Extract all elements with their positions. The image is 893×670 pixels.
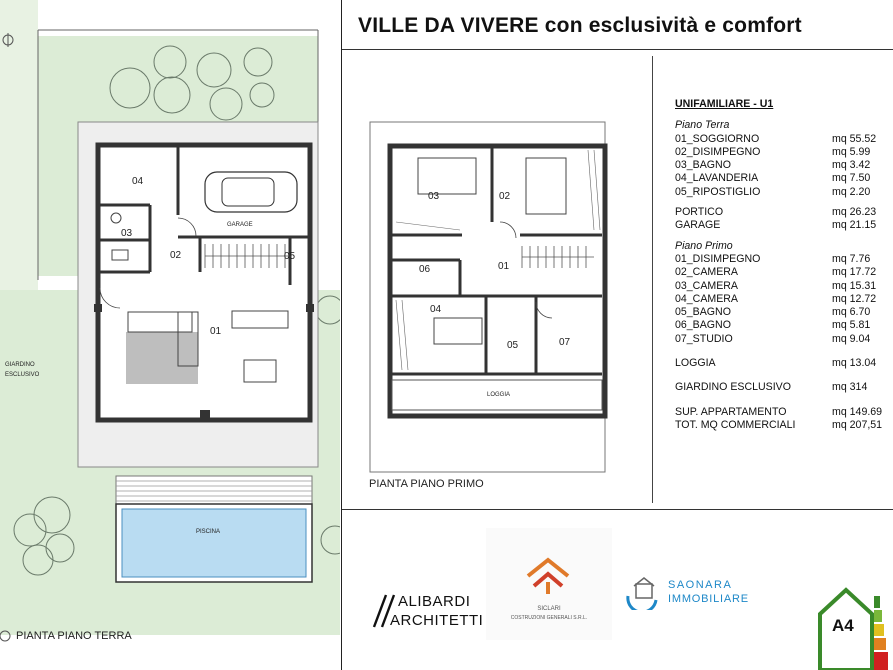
legend-row-first-3 xyxy=(675,293,890,306)
legend-row-first-label: 06_BAGNO xyxy=(675,319,731,332)
siclari-logo xyxy=(486,528,612,640)
area-legend xyxy=(675,98,890,432)
legend-row-extra-0 xyxy=(675,206,890,219)
first-room-03: 03 xyxy=(428,191,440,202)
legend-row-first-label: 03_CAMERA xyxy=(675,279,738,292)
legend-row-ground-label: 01_SOGGIORNO xyxy=(675,132,760,145)
first-floor-plan xyxy=(350,110,650,480)
ground-pool-label: PISCINA xyxy=(196,529,221,535)
legend-row-ground-2 xyxy=(675,159,890,172)
siclari-sub: COSTRUZIONI GENERALI S.R.L. xyxy=(510,615,588,621)
legend-row-extra-label: GARAGE xyxy=(675,219,721,232)
ground-room-01: 01 xyxy=(210,326,222,337)
legend-row-loggia: LOGGIA mq 13.04 xyxy=(675,357,877,370)
legend-ground-title: Piano Terra xyxy=(675,119,730,132)
energy-class-label: A4 xyxy=(832,616,854,635)
legend-row-first-label: 04_CAMERA xyxy=(675,292,738,305)
first-room-05: 05 xyxy=(507,340,519,351)
legend-row-ground-label: 05_RIPOSTIGLIO xyxy=(675,185,761,198)
first-floor-caption: PIANTA PIANO PRIMO xyxy=(369,478,484,490)
legend-row-first-0 xyxy=(675,253,890,266)
legend-row-sup: SUP. APPARTAMENTO mq 149.69 xyxy=(675,405,883,418)
garden-label-1: GIARDINO xyxy=(5,362,35,368)
saonara-house-icon xyxy=(626,576,660,610)
legend-row-ground-4 xyxy=(675,186,890,199)
first-room-01: 01 xyxy=(498,261,510,272)
siclari-house-icon xyxy=(524,556,572,596)
legend-divider xyxy=(652,56,653,503)
legend-row-ground-label: 03_BAGNO xyxy=(675,159,731,172)
legend-row-first-label: 02_CAMERA xyxy=(675,266,738,279)
ground-room-03: 03 xyxy=(121,228,133,239)
legend-row-ground-1 xyxy=(675,146,890,159)
legend-row-first-1 xyxy=(675,266,890,279)
legend-row-extra-1 xyxy=(675,219,890,232)
saonara-logo xyxy=(626,576,766,612)
logos-divider xyxy=(342,509,893,510)
first-room-02: 02 xyxy=(499,191,511,202)
legend-heading: UNIFAMILIARE - U1 xyxy=(675,98,774,110)
legend-row-ground-value: mq 7.50 xyxy=(832,172,871,185)
title-divider xyxy=(342,49,893,50)
legend-row-first-value: mq 15.31 xyxy=(832,279,877,292)
legend-row-first-2 xyxy=(675,280,890,293)
ground-floor-caption: PIANTA PIANO TERRA xyxy=(16,630,132,642)
first-room-07: 07 xyxy=(559,337,571,348)
ground-room-05: 05 xyxy=(284,251,296,262)
legend-row-extra-value: mq 21.15 xyxy=(832,219,877,232)
legend-row-ground-label: 04_LAVANDERIA xyxy=(675,172,759,185)
siclari-name: SICLARI xyxy=(537,606,561,612)
legend-row-extra-label: PORTICO xyxy=(675,206,724,219)
page-title: VILLE DA VIVERE con esclusività e comfort xyxy=(358,14,802,37)
legend-row-first-value: mq 17.72 xyxy=(832,266,877,279)
first-room-04: 04 xyxy=(430,304,442,315)
legend-row-ground-3 xyxy=(675,172,890,185)
legend-row-first-label: 01_DISIMPEGNO xyxy=(675,252,761,265)
first-room-06: 06 xyxy=(419,264,431,275)
ground-garage-label: GARAGE xyxy=(227,222,253,228)
legend-row-tot: TOT. MQ COMMERCIALI mq 207,51 xyxy=(675,418,883,431)
legend-row-ground-value: mq 3.42 xyxy=(832,159,871,172)
ground-floor-plan xyxy=(0,0,340,670)
vertical-divider xyxy=(341,0,342,670)
saonara-name: SAONARA xyxy=(668,579,733,591)
legend-row-first-4 xyxy=(675,306,890,319)
energy-house-icon xyxy=(818,586,893,670)
legend-row-first-value: mq 7.76 xyxy=(832,252,871,265)
legend-row-first-value: mq 6.70 xyxy=(832,306,871,319)
legend-row-first-label: 07_STUDIO xyxy=(675,332,733,345)
garden-label-2: ESCLUSIVO xyxy=(5,372,40,378)
legend-row-first-value: mq 9.04 xyxy=(832,332,871,345)
legend-row-first-5 xyxy=(675,319,890,332)
ground-room-04: 04 xyxy=(132,176,144,187)
legend-row-ground-0 xyxy=(675,133,890,146)
legend-row-extra-value: mq 26.23 xyxy=(832,206,877,219)
legend-row-ground-value: mq 2.20 xyxy=(832,185,871,198)
legend-row-first-value: mq 5.81 xyxy=(832,319,871,332)
alibardi-name: ALIBARDI xyxy=(398,593,471,610)
first-loggia-label: LOGGIA xyxy=(487,392,511,398)
legend-row-garden: GIARDINO ESCLUSIVO mq 314 xyxy=(675,381,868,394)
alibardi-sub: ARCHITETTI xyxy=(390,612,484,629)
legend-first-title: Piano Primo xyxy=(675,239,733,252)
legend-row-first-label: 05_BAGNO xyxy=(675,306,731,319)
ground-room-02: 02 xyxy=(170,250,182,261)
alibardi-logo xyxy=(372,591,482,631)
energy-class-badge xyxy=(818,586,893,670)
saonara-sub: IMMOBILIARE xyxy=(668,593,749,605)
legend-row-ground-value: mq 55.52 xyxy=(832,132,877,145)
legend-row-first-6 xyxy=(675,333,890,346)
legend-row-ground-value: mq 5.99 xyxy=(832,145,871,158)
legend-row-ground-label: 02_DISIMPEGNO xyxy=(675,145,761,158)
legend-row-first-value: mq 12.72 xyxy=(832,292,877,305)
